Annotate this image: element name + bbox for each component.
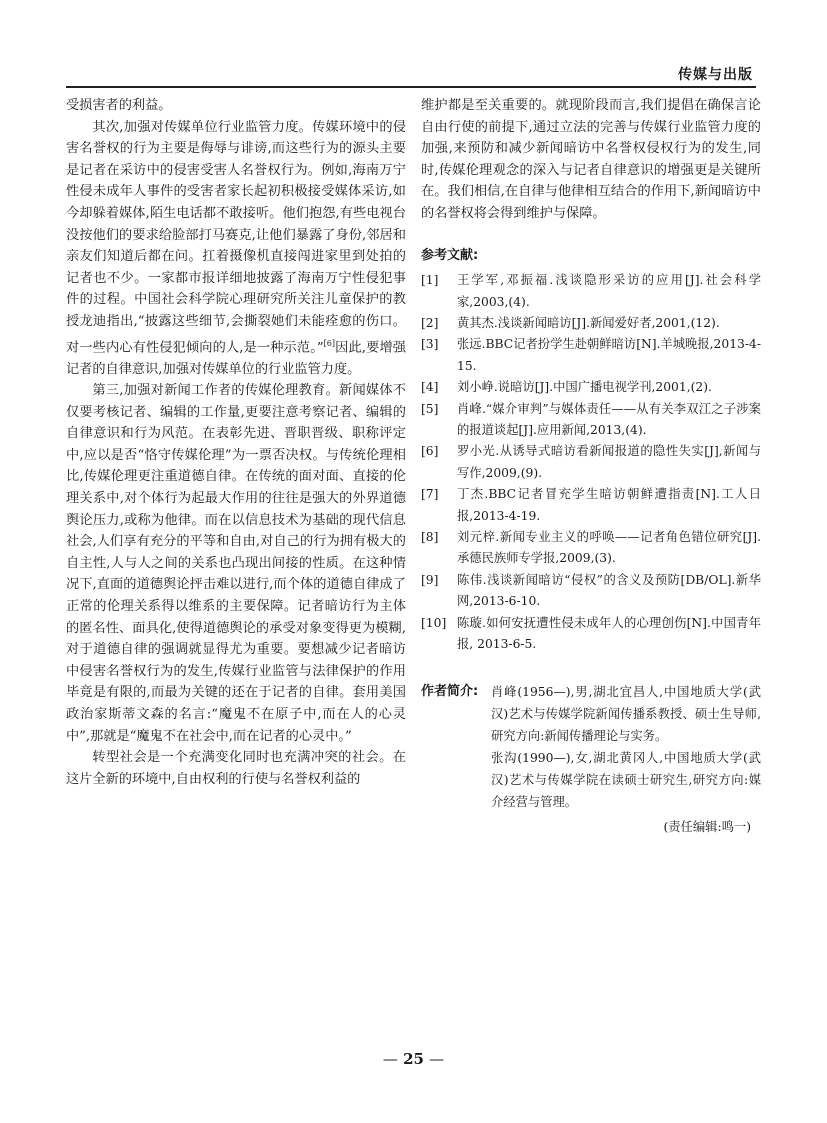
reference-item: [421, 377, 761, 398]
author-bio: [421, 681, 761, 813]
author-bio-label: 作者简介:: [421, 684, 479, 700]
page-dash: —: [429, 1050, 445, 1068]
left-column: [66, 95, 406, 790]
paragraph-text: 因此,要增强记者的自律意识,加强对传媒单位的行业监管力度。: [66, 339, 406, 377]
reference-text: 罗小光.从诱导式暗访看新闻报道的隐性失实[J],新闻与写作,2009,(9).: [457, 444, 761, 480]
reference-number: [2]: [421, 315, 439, 330]
journal-section-title: 传媒与出版: [678, 67, 753, 83]
right-column: [421, 95, 761, 839]
body-paragraph: 维护都是至关重要的。就现阶段而言,我们提倡在确保言论自由行使的前提下,通过立法的完善与传媒行业监管力度的加强,来预防和减少新闻暗访中名誉权侵权行为的发生,同时,传媒伦理观念的深入与记者自律意识的增强更是关键所在。我们相信,在自律与他律相互结合的作用下,新闻暗访中的名誉权将会得到维护与保障。: [421, 98, 761, 221]
reference-text: 丁杰.BBC记者冒充学生暗访朝鲜遭指责[N].工人日报,2013-4-19.: [457, 487, 761, 523]
reference-number: [5]: [421, 401, 439, 416]
reference-list: [421, 270, 761, 655]
reference-item: [421, 527, 761, 570]
reference-number: [7]: [421, 487, 439, 502]
paragraph-text: 其次,加强对传媒单位行业监管力度。传媒环境中的侵害名誉权的行为主要是侮辱与诽谤,而这些行为的源头主要是记者在采访中的侵害受害人名誉权行为。例如,海南万宁性侵未成年人事件的受害者家长起初积极接受媒体采访,如今却躲着媒体,陌生电话都不敢接听。他们抱怨,有些电视台没按他们的要求给脸部打马赛克,让他们暴露了身份,邻居和亲友们知道后都在问。扛着摄像机直接闯进家里到处拍的记者也不少。一家都市报详细地披露了海南万宁性侵犯事件的过程。中国社会科学院心理研究所关注儿童保护的教授龙迪指出,“披露这些细节,会撕裂她们未能痊愈的伤口。对一些内心有性侵犯倾向的人,是一种示范。”: [66, 119, 406, 355]
author-bio-line: 肖峰(1956—),男,湖北宜昌人,中国地质大学(武汉)艺术与传媒学院新闻传播系教授、硕士生导师,研究方向:新闻传播理论与实务。: [491, 685, 761, 744]
reference-item: [421, 613, 761, 656]
responsible-editor: (责任编辑:鸣一): [663, 820, 751, 835]
reference-text: 黄其杰.浅谈新闻暗访[J].新闻爱好者,2001,(12).: [457, 315, 720, 330]
body-paragraph: [66, 117, 406, 381]
body-paragraph: 转型社会是一个充满变化同时也充满冲突的社会。在这片全新的环境中,自由权利的行使与名誉权利益的: [66, 750, 406, 787]
reference-item: [421, 399, 761, 442]
reference-text: 张远.BBC记者扮学生赴朝鲜暗访[N].羊城晚报,2013-4-15.: [457, 337, 761, 373]
page-number-value: 25: [403, 1050, 424, 1068]
reference-item: [421, 484, 761, 527]
page-dash: —: [382, 1050, 398, 1068]
reference-text: 陈璇.如何安抚遭性侵未成年人的心理创伤[N].中国青年报, 2013-6-5.: [457, 615, 761, 652]
reference-text: 刘元梓.新闻专业主义的呼唤——记者角色错位研究[J].承德民族师专学报,2009,(3).: [457, 530, 761, 566]
reference-text: 刘小峥.说暗访[J].中国广播电视学刊,2001,(2).: [457, 380, 712, 395]
page-number: [0, 1050, 827, 1068]
reference-item: [421, 313, 761, 334]
reference-number: [9]: [421, 572, 439, 587]
reference-number: [8]: [421, 530, 439, 545]
body-paragraph: 受损害者的利益。: [66, 98, 172, 113]
citation-superscript: [6]: [323, 338, 336, 348]
reference-item: [421, 441, 761, 484]
reference-text: 肖峰.“媒介审判”与媒体责任——从有关李双江之子涉案的报道谈起[J].应用新闻,2013,(4).: [457, 401, 761, 437]
header-rule: [66, 86, 756, 88]
reference-number: [10]: [421, 615, 447, 630]
reference-number: [4]: [421, 380, 439, 395]
reference-item: [421, 570, 761, 613]
reference-number: [1]: [421, 273, 439, 288]
reference-text: 王学军,邓振福.浅谈隐形采访的应用[J].社会科学家,2003,(4).: [457, 273, 761, 309]
references-heading: 参考文献:: [421, 247, 479, 263]
body-paragraph: 第三,加强对新闻工作者的传媒伦理教育。新闻媒体不仅要考核记者、编辑的工作量,更要注意考察记者、编辑的自律意识和行为风范。在表彰先进、晋职晋级、职称评定中,应以是否“恪守传媒伦理”为一票否决权。与传统伦理相比,传媒伦理更注重道德自律。在传统的面对面、直接的伦理关系中,对个体行为起最大作用的往往是强大的外界道德舆论压力,或称为他律。而在以信息技术为基础的现代信息社会,人们享有充分的平等和自由,对自己的行为拥有极大的自主性,人与人之间的关系也凸现出间接的性质。在这种情况下,直面的道德舆论抨击难以进行,而个体的道德自律成了正常的伦理关系得以维系的主要保障。记者暗访行为主体的匿名性、面具化,使得道德舆论的承受对象变得更为模糊,对于道德自律的强调就显得尤为重要。要想减少记者暗访中侵害名誉权行为的发生,传媒行业监管与法律保护的作用毕竟是有限的,而最为关键的还在于记者的自律。套用美国政治家斯蒂文森的名言:“魔鬼不在原子中,而在人的心灵中”,那就是“魔鬼不在社会中,而在记者的心灵中。”: [66, 383, 406, 744]
reference-number: [3]: [421, 337, 439, 352]
reference-item: [421, 334, 761, 377]
author-bio-line: 张沟(1990—),女,湖北黄冈人,中国地质大学(武汉)艺术与传媒学院在读硕士研究生,研究方向:媒介经营与管理。: [491, 751, 761, 810]
reference-number: [6]: [421, 444, 439, 459]
reference-item: [421, 270, 761, 313]
reference-text: 陈伟.浅谈新闻暗访“侵权”的含义及预防[DB/OL].新华网,2013-6-10.: [457, 572, 761, 609]
author-bio-text: [491, 681, 761, 813]
